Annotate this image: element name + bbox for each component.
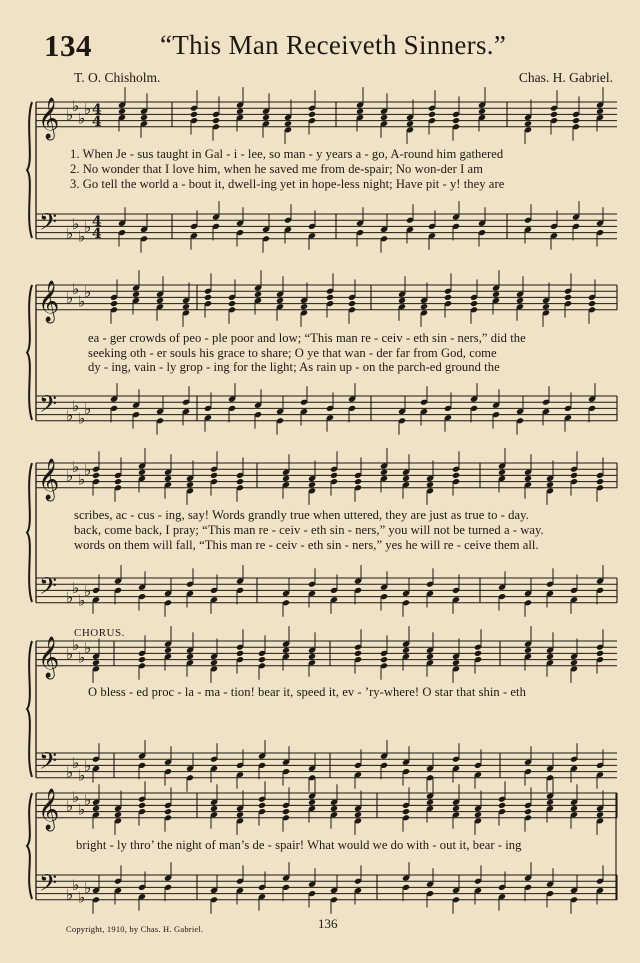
flat-sign: ♭ xyxy=(84,879,92,898)
note-head xyxy=(596,811,604,818)
note-head xyxy=(406,120,414,127)
note-head xyxy=(550,111,558,118)
flat-sign: ♭ xyxy=(84,100,92,118)
note-head xyxy=(546,653,554,660)
lyric-line-chorus-1: O bless - ed proc - la - ma - tion! bear it, speed it, ev - ’ry-where! O star that shin - eth xyxy=(88,685,526,699)
system-brace xyxy=(27,641,32,777)
flat-sign: ♭ xyxy=(72,579,80,598)
note-head xyxy=(212,117,220,124)
flat-sign: ♭ xyxy=(72,96,80,115)
treble-clef: 𝄞 xyxy=(38,459,60,500)
note-head xyxy=(474,650,482,657)
note-head xyxy=(596,108,604,115)
note-head xyxy=(498,469,506,476)
note-head xyxy=(92,805,100,812)
note-head xyxy=(236,478,244,485)
flat-sign: ♭ xyxy=(66,885,74,904)
note-head xyxy=(428,111,436,118)
note-head xyxy=(308,481,316,488)
note-head xyxy=(282,647,290,654)
note-head xyxy=(284,120,292,127)
treble-clef: 𝄞 xyxy=(38,281,60,322)
note-head xyxy=(282,808,290,815)
note-head xyxy=(308,799,316,806)
lyric-line-verse2-c: back, come back, I pray; “This man re - ceiv - eth sin - ners,” you will not be turned a - way. xyxy=(74,523,544,537)
note-head xyxy=(138,802,146,809)
time-signature: 4 xyxy=(92,114,102,130)
note-head xyxy=(228,300,236,307)
note-head xyxy=(164,475,172,482)
flat-sign: ♭ xyxy=(66,797,74,816)
note-head xyxy=(570,659,578,666)
flat-sign: ♭ xyxy=(66,467,74,486)
note-head xyxy=(348,300,356,307)
note-head xyxy=(426,653,434,660)
lyric-line-verse1-c: scribes, ac - cus - ing, say! Words grandly true when uttered, they are just as true to - day. xyxy=(74,508,529,522)
note-head xyxy=(186,481,194,488)
note-head xyxy=(140,114,148,121)
note-head xyxy=(354,478,362,485)
flat-sign: ♭ xyxy=(66,106,74,125)
flat-sign: ♭ xyxy=(66,289,74,308)
note-head xyxy=(380,114,388,121)
note-head xyxy=(474,811,482,818)
note-head xyxy=(236,650,244,657)
lyric-line-verse1-a: 1. When Je - sus taught in Gal - i - lee, so man - y years a - go, A-round him gathered xyxy=(70,147,504,161)
note-head xyxy=(164,647,172,654)
note-head xyxy=(380,656,388,663)
flat-sign: ♭ xyxy=(84,283,92,301)
flat-sign: ♭ xyxy=(72,457,80,476)
staff xyxy=(36,578,617,603)
note-head xyxy=(452,805,460,812)
note-head xyxy=(546,481,554,488)
note-head xyxy=(92,472,100,479)
time-signature: 4 xyxy=(92,226,102,242)
note-head xyxy=(570,472,578,479)
lyric-line-verse3-b: dy - ing, vain - ly grop - ing for the light; As rain up - on the parch-ed ground the xyxy=(88,360,500,374)
system-brace xyxy=(27,463,32,602)
note-head xyxy=(516,297,524,304)
note-head xyxy=(524,647,532,654)
note-head xyxy=(92,659,100,666)
flat-sign: ♭ xyxy=(72,279,80,298)
bass-clef: 𝄢 xyxy=(39,390,58,423)
note-head xyxy=(426,799,434,806)
lyric-line-verse3-a: 3. Go tell the world a - bout it, dwell-ing yet in hope-less night; Have pit - y! they are xyxy=(70,177,505,191)
staff xyxy=(36,753,617,778)
note-head xyxy=(572,117,580,124)
flat-sign: ♭ xyxy=(72,635,80,654)
note-head xyxy=(118,108,126,115)
note-head xyxy=(276,297,284,304)
note-head xyxy=(330,805,338,812)
lyric-line-verse2-a: 2. No wonder that I love him, when he saved me from de-spair; No won-der I am xyxy=(70,162,484,176)
flat-sign: ♭ xyxy=(78,888,86,907)
flat-sign: ♭ xyxy=(78,800,86,819)
note-head xyxy=(236,108,244,115)
note-head xyxy=(308,111,316,118)
note-head xyxy=(282,475,290,482)
note-head xyxy=(258,802,266,809)
note-head xyxy=(546,799,554,806)
flat-sign: ♭ xyxy=(66,406,74,425)
note-head xyxy=(262,114,270,121)
note-head xyxy=(452,472,460,479)
bass-clef: 𝄢 xyxy=(39,747,58,780)
flat-sign: ♭ xyxy=(78,591,86,610)
bass-clef: 𝄢 xyxy=(39,572,58,605)
note-head xyxy=(524,120,532,127)
note-head xyxy=(596,650,604,657)
note-head xyxy=(138,469,146,476)
note-head xyxy=(402,647,410,654)
note-head xyxy=(300,303,308,310)
note-head xyxy=(210,805,218,812)
flat-sign: ♭ xyxy=(84,757,92,776)
flat-sign: ♭ xyxy=(78,292,86,311)
note-head xyxy=(132,291,140,298)
flat-sign: ♭ xyxy=(66,224,74,243)
note-head xyxy=(204,294,212,301)
flat-sign: ♭ xyxy=(78,109,86,128)
flat-sign: ♭ xyxy=(84,461,92,479)
chorus-label: CHORUS. xyxy=(74,627,125,639)
flat-sign: ♭ xyxy=(78,227,86,246)
note-head xyxy=(444,294,452,301)
system xyxy=(27,626,604,792)
note-head xyxy=(426,481,434,488)
composer-credit: Chas. H. Gabriel. xyxy=(518,70,613,85)
note-head xyxy=(470,300,478,307)
staff xyxy=(36,396,617,421)
flat-sign: ♭ xyxy=(84,791,92,809)
flat-sign: ♭ xyxy=(84,639,92,657)
hymn-number: 134 xyxy=(44,28,92,63)
note-head xyxy=(354,650,362,657)
treble-clef: 𝄞 xyxy=(38,789,60,830)
note-head xyxy=(588,300,596,307)
note-head xyxy=(524,808,532,815)
flat-sign: ♭ xyxy=(78,470,86,489)
note-head xyxy=(452,659,460,666)
note-head xyxy=(190,111,198,118)
note-head xyxy=(420,303,428,310)
system-brace xyxy=(27,793,32,899)
note-head xyxy=(524,475,532,482)
note-head xyxy=(402,475,410,482)
lyric-line-verse3-c: words on them will fall, “This man re - ceiv - eth sin - ners,” yes he will re - ceive them all. xyxy=(74,538,539,552)
page-number: 136 xyxy=(318,916,338,931)
flat-sign: ♭ xyxy=(78,648,86,667)
note-head xyxy=(330,472,338,479)
note-head xyxy=(186,653,194,660)
flat-sign: ♭ xyxy=(72,215,80,234)
note-head xyxy=(326,294,334,301)
note-head xyxy=(478,108,486,115)
note-head xyxy=(356,108,364,115)
note-head xyxy=(564,294,572,301)
note-head xyxy=(182,303,190,310)
note-head xyxy=(254,291,262,298)
note-head xyxy=(210,472,218,479)
flat-sign: ♭ xyxy=(72,876,80,895)
time-signature: 4 xyxy=(92,214,102,230)
note-head xyxy=(542,303,550,310)
flat-sign: ♭ xyxy=(84,218,92,237)
flat-sign: ♭ xyxy=(66,588,74,607)
note-head xyxy=(596,478,604,485)
flat-sign: ♭ xyxy=(72,754,80,773)
time-signature: 4 xyxy=(92,102,102,118)
flat-sign: ♭ xyxy=(84,400,92,419)
staff xyxy=(36,214,617,239)
note-head xyxy=(138,656,146,663)
flat-sign: ♭ xyxy=(78,409,86,428)
author-credit: T. O. Chisholm. xyxy=(74,70,161,85)
bass-clef: 𝄢 xyxy=(39,869,58,902)
note-head xyxy=(570,805,578,812)
note-head xyxy=(156,297,164,304)
note-head xyxy=(258,656,266,663)
system-brace xyxy=(27,102,32,238)
note-head xyxy=(492,291,500,298)
hymn-title: “This Man Receiveth Sinners.” xyxy=(160,30,507,60)
flat-sign: ♭ xyxy=(66,645,74,664)
note-head xyxy=(380,469,388,476)
flat-sign: ♭ xyxy=(72,787,80,806)
treble-clef: 𝄞 xyxy=(38,98,60,139)
flat-sign: ♭ xyxy=(84,582,92,601)
flat-sign: ♭ xyxy=(66,763,74,782)
note-head xyxy=(402,808,410,815)
lyric-line-chorus-2: bright - ly thro’ the night of man’s de - spair! What would we do with - out it, bear - ing xyxy=(76,838,522,852)
flat-sign: ♭ xyxy=(78,766,86,785)
note-head xyxy=(398,297,406,304)
note-head xyxy=(114,811,122,818)
note-head xyxy=(114,478,122,485)
copyright-notice: Copyright, 1910, by Chas. H. Gabriel. xyxy=(66,924,204,934)
note-head xyxy=(498,802,506,809)
note-head xyxy=(210,659,218,666)
note-head xyxy=(452,117,460,124)
note-head xyxy=(354,811,362,818)
system-brace xyxy=(27,285,32,420)
treble-clef: 𝄞 xyxy=(38,637,60,678)
note-head xyxy=(164,808,172,815)
note-head xyxy=(110,300,118,307)
lyric-line-verse2-b: seeking oth - er souls his grace to share; O ye that wan - der far from God, come xyxy=(88,346,497,360)
flat-sign: ♭ xyxy=(72,397,80,416)
bass-clef: 𝄢 xyxy=(39,208,58,241)
note-head xyxy=(236,811,244,818)
lyric-line-verse1-b: ea - ger crowds of peo - ple poor and low; “This man re - ceiv - eth sin - ners,” did the xyxy=(88,331,526,345)
note-head xyxy=(308,653,316,660)
